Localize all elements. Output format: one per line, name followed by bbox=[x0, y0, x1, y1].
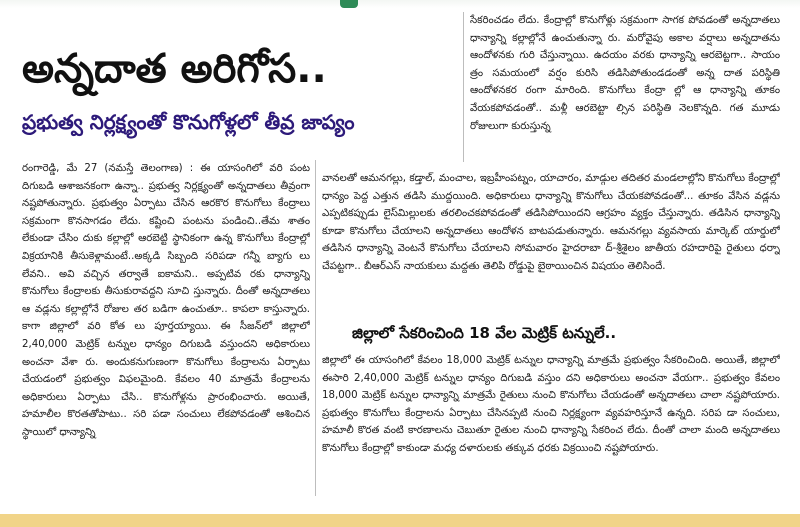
article-column-right-bottom: జిల్లాలో ఈ యాసంగిలో కేవలం 18,000 మెట్రిక్‌ టన్నుల ధాన్యాన్ని మాత్రమే ప్రభుత్వం సేకరించింది. అయితే, జిల్లాలో ఈసారి 2,40,000 మెట్రిక్‌ టన్నుల ధాన్యం దిగుబడి వస్తుం దని అధికారులు అంచనా వేయగా.. ప్రభుత్వం కేవలం 18,000 మెట్రిక్‌ టన్నుల ధాన్యాన్ని మాత్రమే రైతులు నుంచి కొనుగోలు చేయడంతో అన్నదాతలు చాలా నష్టపోయారు. ప్రభుత్వం కొనుగోలు కేంద్రాలను ఏర్పాటు చేసినప్పటి నుంచి నిర్లక్ష్యంగా వ్యవహరిస్తూనే ఉన్నది. సరిప డా సంచులు, హమాలీ కొరత వంటి కారణాలను చెబుతూ రైతుల నుంచి ధాన్యాన్ని సేకరించ లేదు. దీంతో చాలా మంది అన్నదాతలు కొనుగోలు కేంద్రాల్లో కాకుండా మధ్య దళారులకు తక్కువ ధరకు విక్రయించి నష్టపోయారు. bbox=[322, 355, 780, 454]
bottom-bar bbox=[0, 514, 800, 527]
article-column-left: రంగారెడ్డి, మే 27 (నమస్తే తెలంగాణ) : ఈ యాసంగిలో వరి పంట దిగుబడి ఆశాజనకంగా ఉన్నా.. ప్రభుత్వ నిర్లక్ష్యంతో అన్నదాతలు తీవ్రంగా నష్టపోతున్నారు. ప్రభుత్వం ఏర్పాటు చేసిన ఆరకొర కొనుగోలు కేంద్రాలు సక్రమంగా కొనసాగడం లేదు. కష్టించి పంటను పండించి..తేమ శాతం లేకుండా చేసిం దుకు కల్లాల్లో ఆరబెట్టి స్థానికంగా ఉన్న కొనుగోలు కేంద్రాల్లో విక్రయానికి తీసుకెళ్లామంటే..అక్కడి సిబ్బంది సరిపడా గన్నీ బ్యాగు లు లేవని.. అవి వచ్చిన తర్వాతే ఐకామని.. అప్పటివ రకు ధాన్యాన్ని కొనుగోలు కేంద్రాలకు తీసుకురావద్దని సూచి స్తున్నారు. దీంతో అన్నదాతలు ఆ వడ్లను కల్లాల్లోనే రోజుల తర బడిగా ఉంచుతూ.. కాపలా కాస్తున్నారు. కాగా జిల్లాలో వరి కోత లు పూర్తయ్యాయి. ఈ సీజన్‌లో జిల్లాలో 2,40,000 మెట్రిక్‌ టన్నుల ధాన్యం దిగుబడి వస్తుందని అధికారులు అంచనా వేశా రు. అందుకనుగుణంగా కొనుగోలు కేంద్రాలను ఏర్పాటు చేయడంలో ప్రభుత్వం విఫలమైంది. కేవలం 40 మాత్రమే కేంద్రాలను అధికారులు ఏర్పాటు చేసి.. కొనుగోళ్లను ప్రారంభించారు. అయితే, హమాలీల కొరతతోపాటు.. సరి పడా సంచులు లేకపోవడంతో ఆశించిన స్థాయిలో ధాన్యాన్ని bbox=[22, 163, 310, 438]
article-column-right-top: సేకరించడం లేదు. కేంద్రాల్లో కొనుగోళ్లు సక్రమంగా సాగక పోవడంతో అన్నదాతలు ధాన్యాన్ని కల్లాల్లోనే ఉంచుతున్నా రు. మరోవైపు అకాల వర్షాలు అన్నదాతను ఆందోళనకు గురి చేస్తున్నాయి. ఉదయం వరకు ధాన్యాన్ని ఆరబెట్టగా.. సాయం త్రం సమయంలో వర్షం కురిసి తడిసిపోతుండడంతో అన్న దాత పరిస్థితి ఆందోళనకర రంగా మారింది. కొనుగోలు కేంద్రా ల్లో ఆ ధాన్యాన్ని తూకం వేయకపోవడంతో.. మళ్లీ ఆరబెట్టా ల్సిన పరిస్థితి నెలకొన్నది. గత మూడు రోజులుగా కురుస్తున్న bbox=[470, 15, 780, 132]
section-heading: జిల్లాలో సేకరించింది 18 వేల మెట్రిక్‌ టన్నులే.. bbox=[352, 324, 617, 342]
top-strip bbox=[0, 0, 800, 8]
article-column-right-wide: వానలతో ఆమనగల్లు, కడ్తాల్‌, మంచాల, ఇబ్రహీంపట్నం, యాచారం, మాడ్గుల తదితర మండలాల్లోని కొనుగోలు కేంద్రాల్లో ధాన్యం పెద్ద ఎత్తున తడిసి ముద్దయింది. అధికారులు ధాన్యాన్ని కొనుగోలు చేయకపోవడంతో... తూకం వేసిన వడ్లను ఎప్పటికప్పుడు లైస్‌మిల్లులకు తరలించకపోవడంతో తడిసిపోయిందని ఆగ్రహం వ్యక్తం చేస్తున్నారు. తడిసిన ధాన్యాన్ని కూడా కొనుగోలు చేయాలని అన్నదాతలు ఆందోళన బాటపడుతున్నారు. ఆమనగల్లు వ్యవసాయ మార్కెట్‌ యార్డులో తడిసిన ధాన్యాన్ని వెంటనే కొనుగోలు చేయాలని సోమవారం హైదరాబా ద్‌-శ్రీశైలం జాతీయ రహదారిపై రైతులు ధర్నా చేపట్టగా.. బీఆర్‌ఎస్‌ నాయకులు మద్దతు తెలిపి రోడ్డుపై బైఠాయించిన విషయం తెలిసిందే. bbox=[322, 173, 780, 272]
column-divider-top bbox=[463, 12, 464, 162]
column-divider bbox=[315, 160, 316, 496]
subheadline: ప్రభుత్వ నిర్లక్ష్యంతో కొనుగోళ్లలో తీవ్ర జాప్యం bbox=[22, 110, 355, 134]
masthead-logo-icon bbox=[340, 0, 358, 8]
headline: అన్నదాత అరిగోస.. bbox=[22, 46, 327, 92]
